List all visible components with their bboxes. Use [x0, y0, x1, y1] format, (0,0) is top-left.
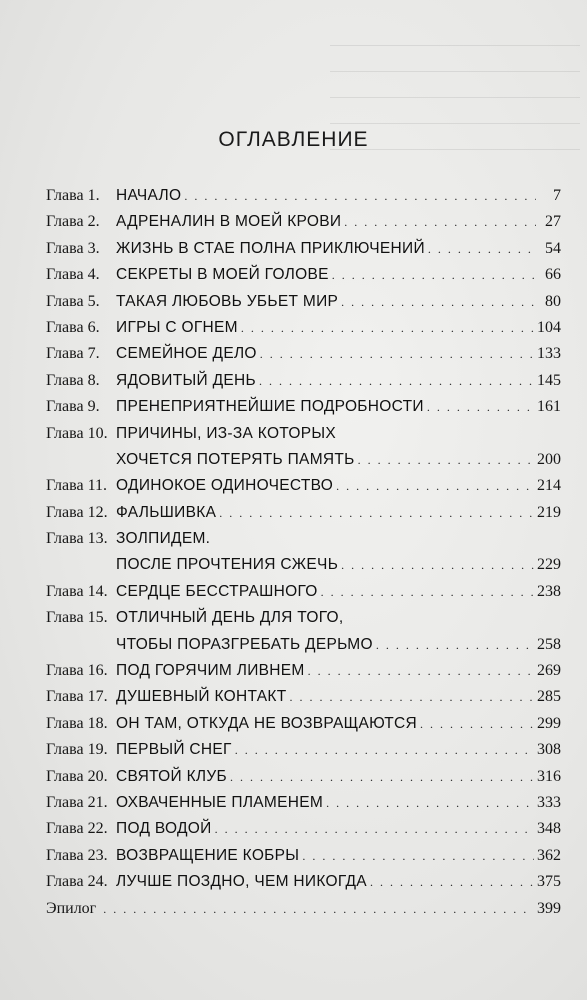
chapter-number: 1. [87, 187, 100, 204]
chapter-number: 21. [87, 793, 108, 811]
toc-entry[interactable] [46, 790, 561, 816]
page-number: 145 [537, 371, 561, 389]
chapter-title: СЕМЕЙНОЕ ДЕЛО [116, 345, 257, 363]
chapter-label [46, 764, 116, 790]
chapter-word: Глава [46, 266, 84, 284]
page-title: ОГЛАВЛЕНИЕ [218, 128, 369, 151]
page-number: 285 [537, 688, 561, 706]
toc-entry[interactable] [46, 816, 561, 842]
chapter-title-line2: ПОСЛЕ ПРОЧТЕНИЯ СЖЕЧЬ [116, 556, 339, 574]
chapter-number: 11. [87, 477, 107, 495]
page-number: 200 [537, 450, 561, 468]
chapter-label [46, 421, 116, 447]
toc-entry[interactable] [46, 473, 561, 499]
chapter-label [46, 526, 116, 552]
toc-entry[interactable] [46, 869, 561, 895]
page-number: 333 [537, 793, 561, 811]
toc-entry-epilogue[interactable] [46, 896, 561, 922]
toc-entry[interactable] [46, 421, 561, 447]
dot-leader [241, 315, 534, 341]
chapter-title: ЯДОВИТЫЙ ДЕНЬ [116, 371, 256, 389]
toc-entry[interactable] [46, 579, 561, 605]
page-number: 348 [537, 820, 561, 838]
chapter-number: 2. [87, 213, 100, 231]
chapter-label [46, 341, 116, 367]
chapter-word: Глава [46, 477, 84, 495]
chapter-title: СВЯТОЙ КЛУБ [116, 767, 228, 785]
chapter-title: ПОД ГОРЯЧИМ ЛИВНЕМ [116, 662, 305, 680]
chapter-title: ИГРЫ С ОГНЕМ [116, 318, 238, 336]
page-number: 399 [537, 899, 561, 917]
dot-leader [326, 790, 534, 816]
chapter-word: Глава [46, 292, 84, 310]
table-of-contents [46, 183, 561, 922]
dot-leader [260, 341, 534, 367]
chapter-title-line2: ХОЧЕТСЯ ПОТЕРЯТЬ ПАМЯТЬ [116, 450, 355, 468]
chapter-title: СЕРДЦЕ БЕССТРАШНОГО [116, 582, 318, 600]
page-number: 214 [537, 477, 561, 495]
chapter-title: ПОД ВОДОЙ [116, 820, 212, 838]
toc-entry[interactable] [46, 500, 561, 526]
chapter-label [46, 394, 116, 420]
chapter-word: Глава [46, 820, 84, 838]
dot-leader [420, 711, 534, 737]
dot-leader [308, 658, 534, 684]
page-number: 316 [537, 767, 561, 785]
dot-leader [428, 236, 536, 262]
chapter-word: Глава [46, 398, 84, 416]
chapter-title: ПРЕНЕПРИЯТНЕЙШИЕ ПОДРОБНОСТИ [116, 398, 424, 416]
chapter-title-line2: ЧТОБЫ ПОРАЗГРЕБАТЬ ДЕРЬМО [116, 635, 373, 653]
page-number: 133 [537, 345, 561, 363]
chapter-number: 15. [87, 609, 108, 627]
chapter-label [46, 843, 116, 869]
chapter-number: 4. [87, 266, 100, 284]
dot-leader [184, 183, 536, 209]
chapter-title: ОДИНОКОЕ ОДИНОЧЕСТВО [116, 477, 334, 495]
dot-leader [321, 579, 534, 605]
dot-leader [215, 816, 534, 842]
chapter-label [46, 473, 116, 499]
chapter-label [46, 658, 116, 684]
chapter-label [46, 236, 116, 262]
chapter-number: 20. [87, 767, 108, 785]
chapter-title: ДУШЕВНЫЙ КОНТАКТ [116, 688, 287, 706]
chapter-number: 14. [87, 582, 108, 600]
dot-leader [341, 289, 536, 315]
chapter-title: НАЧАЛО [116, 187, 182, 204]
page-number: 258 [537, 635, 561, 653]
chapter-word: Глава [46, 213, 84, 231]
toc-entry[interactable] [46, 315, 561, 341]
chapter-number: 23. [87, 846, 108, 864]
chapter-number: 19. [87, 741, 108, 759]
toc-entry[interactable] [46, 236, 561, 262]
dot-leader [427, 394, 534, 420]
page-number: 269 [537, 662, 561, 680]
toc-entry[interactable] [46, 183, 561, 209]
chapter-label [46, 684, 116, 710]
toc-entry-continuation [46, 552, 561, 578]
page-number: 362 [537, 846, 561, 864]
toc-entry-continuation [46, 632, 561, 658]
dot-leader [219, 500, 534, 526]
chapter-number: 10. [87, 424, 108, 442]
chapter-number: 7. [87, 345, 100, 363]
chapter-title: ОТЛИЧНЫЙ ДЕНЬ ДЛЯ ТОГО, [116, 609, 344, 627]
chapter-title: СЕКРЕТЫ В МОЕЙ ГОЛОВЕ [116, 266, 329, 284]
chapter-title: ЖИЗНЬ В СТАЕ ПОЛНА ПРИКЛЮЧЕНИЙ [116, 239, 425, 257]
chapter-number: 8. [87, 371, 100, 389]
chapter-word: Глава [46, 767, 84, 785]
chapter-word: Глава [46, 609, 84, 627]
chapter-label [46, 711, 116, 737]
page-number: 299 [537, 714, 561, 732]
dot-leader [358, 447, 534, 473]
dot-leader [289, 684, 534, 710]
toc-entry[interactable] [46, 658, 561, 684]
chapter-word: Глава [46, 318, 84, 336]
dot-leader [332, 262, 536, 288]
toc-entry[interactable] [46, 368, 561, 394]
page-number: 7 [553, 187, 561, 204]
chapter-number: 18. [87, 714, 108, 732]
toc-entry[interactable] [46, 684, 561, 710]
dot-leader [341, 552, 534, 578]
chapter-word: Глава [46, 846, 84, 864]
toc-entry[interactable] [46, 341, 561, 367]
chapter-label [46, 209, 116, 235]
chapter-word: Глава [46, 582, 84, 600]
chapter-word: Глава [46, 662, 84, 680]
page-number: 238 [537, 582, 561, 600]
dot-leader [370, 869, 534, 895]
chapter-number: 16. [87, 662, 108, 680]
toc-entry[interactable] [46, 711, 561, 737]
dot-leader [376, 632, 534, 658]
chapter-title: ПЕРВЫЙ СНЕГ [116, 741, 232, 759]
chapter-label [46, 790, 116, 816]
chapter-word: Глава [46, 503, 84, 521]
page-number: 375 [537, 873, 561, 891]
chapter-number: 17. [87, 688, 108, 706]
chapter-label [46, 605, 116, 631]
page-number: 308 [537, 741, 561, 759]
chapter-number: 13. [87, 530, 108, 548]
epilogue-label: Эпилог [46, 899, 97, 917]
chapter-word: Глава [46, 424, 84, 442]
chapter-number: 24. [87, 873, 108, 891]
page-number: 104 [537, 318, 561, 336]
dot-leader [235, 737, 534, 763]
toc-entry[interactable] [46, 737, 561, 763]
toc-entry[interactable] [46, 764, 561, 790]
toc-entry[interactable] [46, 526, 561, 552]
chapter-number: 5. [87, 292, 100, 310]
page-number: 66 [545, 266, 561, 284]
page-number: 80 [545, 292, 561, 310]
chapter-label [46, 289, 116, 315]
toc-entry[interactable] [46, 843, 561, 869]
chapter-label [46, 368, 116, 394]
chapter-title: ОН ТАМ, ОТКУДА НЕ ВОЗВРАЩАЮТСЯ [116, 714, 417, 732]
chapter-number: 9. [87, 398, 100, 416]
chapter-label [46, 183, 116, 209]
page-number: 27 [545, 213, 561, 231]
chapter-label [46, 315, 116, 341]
chapter-title: ОХВАЧЕННЫЕ ПЛАМЕНЕМ [116, 793, 324, 811]
dot-leader [302, 843, 534, 869]
chapter-label [46, 262, 116, 288]
dot-leader [230, 764, 534, 790]
chapter-title: ПРИЧИНЫ, ИЗ-ЗА КОТОРЫХ [116, 424, 337, 442]
chapter-title: АДРЕНАЛИН В МОЕЙ КРОВИ [116, 213, 342, 231]
chapter-label [46, 869, 116, 895]
chapter-number: 3. [87, 239, 100, 257]
page-number: 219 [537, 503, 561, 521]
chapter-title: ЛУЧШЕ ПОЗДНО, ЧЕМ НИКОГДА [116, 873, 367, 891]
chapter-title: ТАКАЯ ЛЮБОВЬ УБЬЕТ МИР [116, 292, 339, 310]
toc-entry-continuation [46, 447, 561, 473]
toc-entry[interactable] [46, 289, 561, 315]
chapter-number: 6. [87, 318, 100, 336]
chapter-word: Глава [46, 688, 84, 706]
chapter-word: Глава [46, 239, 84, 257]
dot-leader [336, 473, 534, 499]
chapter-word: Глава [46, 741, 84, 759]
chapter-word: Глава [46, 187, 84, 204]
toc-entry[interactable] [46, 394, 561, 420]
chapter-number: 22. [87, 820, 108, 838]
chapter-label [46, 579, 116, 605]
chapter-title: ЗОЛПИДЕМ. [116, 530, 211, 548]
chapter-label [46, 737, 116, 763]
chapter-word: Глава [46, 530, 84, 548]
chapter-title: ВОЗВРАЩЕНИЕ КОБРЫ [116, 846, 300, 864]
chapter-label [46, 816, 116, 842]
dot-leader [103, 896, 534, 922]
chapter-word: Глава [46, 714, 84, 732]
page-number: 229 [537, 556, 561, 574]
chapter-word: Глава [46, 345, 84, 363]
chapter-word: Глава [46, 793, 84, 811]
chapter-word: Глава [46, 873, 84, 891]
chapter-label [46, 500, 116, 526]
dot-leader [259, 368, 534, 394]
toc-entry[interactable] [46, 605, 561, 631]
page-number: 54 [545, 239, 561, 257]
dot-leader [344, 209, 536, 235]
chapter-number: 12. [87, 503, 108, 521]
chapter-word: Глава [46, 371, 84, 389]
page-number: 161 [537, 398, 561, 416]
toc-entry[interactable] [46, 262, 561, 288]
toc-entry[interactable] [46, 209, 561, 235]
chapter-title: ФАЛЬШИВКА [116, 503, 217, 521]
